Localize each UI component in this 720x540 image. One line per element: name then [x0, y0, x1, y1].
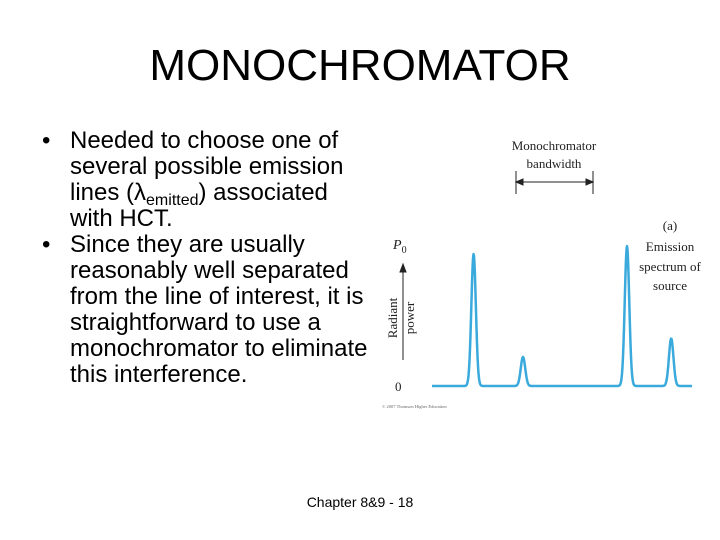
slide-footer: Chapter 8&9 - 18 — [306, 494, 414, 510]
bullet-dot-icon: • — [42, 127, 51, 154]
bullet-1-text-after: ) associated with HCT. — [70, 179, 328, 232]
bandwidth-bracket-icon — [516, 171, 593, 194]
panel-label: (a) — [662, 218, 678, 233]
bullet-2-text: Since they are usually reasonably well separated from the line of interest, it is straightforward to use a monochromator to eliminate this interference. — [70, 231, 368, 388]
lambda-subscript: emitted — [146, 192, 199, 209]
bullet-item-1 — [42, 128, 372, 232]
zero-label: 0 — [395, 379, 402, 394]
caption-line-1: Emission — [645, 239, 695, 254]
emission-spectrum-figure — [370, 128, 715, 413]
bullet-list — [42, 128, 372, 388]
caption-line-2: spectrum of — [639, 259, 701, 274]
copyright-text: © 2007 Thomson Higher Education — [382, 404, 447, 409]
bandwidth-label-line-2: bandwidth — [526, 156, 582, 171]
bullet-item-2 — [42, 232, 372, 388]
caption-line-3: source — [653, 278, 687, 293]
bullet-dot-icon: • — [42, 231, 51, 258]
bullet-1-text-before: Needed to choose one of several possible emission lines ( — [70, 127, 344, 206]
y-axis-label-line-1: Radiant — [385, 297, 400, 339]
slide-title: MONOCHROMATOR — [149, 41, 571, 90]
bandwidth-label-line-1: Monochromator — [511, 138, 597, 153]
lambda-symbol: λ — [134, 179, 147, 206]
y-axis-label-line-2: power — [402, 301, 417, 335]
p0-label: $P_0$ — [393, 238, 407, 256]
